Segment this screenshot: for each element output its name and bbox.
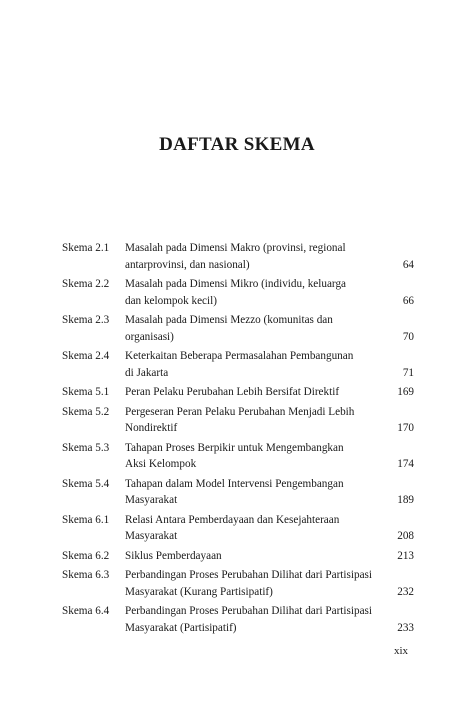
schema-title-line: Masyarakat (Partisipatif) [125,621,237,634]
schema-page-number: 232 [397,585,414,598]
schema-title [125,476,382,509]
schema-entry [62,567,414,600]
schema-title-line: Masalah pada Dimensi Mezzo (komunitas dan [125,314,333,326]
schema-title-line: Masyarakat (Kurang Partisipatif) [125,585,273,598]
schema-number: Skema 5.2 [62,405,110,418]
schema-title [125,440,382,473]
schema-title [125,384,382,401]
schema-entry [62,276,414,309]
schema-page-number: 174 [397,458,414,470]
schema-number: Skema 6.3 [62,569,110,581]
schema-title-line: Nondirektif [125,422,178,434]
schema-title-line: Pergeseran Peran Pelaku Perubahan Menjadi Lebih [125,405,355,418]
schema-title-line: Peran Pelaku Perubahan Lebih Bersifat Direktif [125,386,340,398]
schema-page-number: 233 [397,621,414,634]
schema-title-line: Tahapan dalam Model Intervensi Pengembangan [125,477,344,490]
schema-number: Skema 2.3 [62,314,110,326]
schema-entry [62,384,414,401]
schema-page-number: 71 [402,366,414,379]
schema-number: Skema 2.1 [62,242,110,254]
schema-entry [62,404,414,437]
schema-number: Skema 6.2 [62,549,110,562]
schema-number: Skema 2.2 [62,278,110,290]
schema-page-number: 208 [397,530,414,542]
schema-title [125,348,382,381]
schema-title [125,240,382,273]
schema-number: Skema 5.1 [62,386,110,398]
schema-number: Skema 6.1 [62,513,110,526]
schema-title-line: di Jakarta [125,366,169,379]
schema-title-line: Perbandingan Proses Perubahan Dilihat dari Partisipasi [125,569,373,581]
schema-title [125,512,382,545]
schema-page-number: 70 [402,330,414,343]
schema-title [125,276,382,309]
schema-list [62,240,414,639]
schema-page-number: 189 [397,494,414,506]
page-number: xix [393,645,408,657]
schema-entry [62,312,414,345]
schema-page-number: 66 [402,294,414,307]
schema-entry [62,603,414,636]
schema-entry [62,440,414,473]
schema-title-line: Masalah pada Dimensi Mikro (individu, keluarga [125,278,347,290]
schema-title-line: Perbandingan Proses Perubahan Dilihat dari Partisipasi [125,605,373,617]
schema-entry [62,548,414,565]
schema-title-line: organisasi) [125,330,174,343]
schema-title-line: Masalah pada Dimensi Makro (provinsi, regional [125,242,346,254]
schema-title-line: Siklus Pemberdayaan [125,549,222,562]
schema-number: Skema 6.4 [62,605,110,617]
schema-entry [62,476,414,509]
schema-title [125,312,382,345]
schema-title [125,603,382,636]
schema-title-line: Masyarakat [125,494,178,506]
schema-page-number: 64 [402,258,414,271]
schema-page-number: 213 [397,549,414,562]
schema-title [125,548,382,565]
schema-title-line: Masyarakat [125,530,178,542]
schema-page-number: 169 [397,386,414,398]
schema-title [125,567,382,600]
schema-title-line: dan kelompok kecil) [125,294,217,307]
schema-title [125,404,382,437]
schema-title-line: Aksi Kelompok [125,458,197,470]
page-title: DAFTAR SKEMA [159,134,315,155]
schema-entry [62,240,414,273]
schema-title-line: antarprovinsi, dan nasional) [125,258,250,271]
schema-entry [62,348,414,381]
schema-title-line: Keterkaitan Beberapa Permasalahan Pembangunan [125,350,354,362]
schema-number: Skema 5.4 [62,477,110,490]
schema-title-line: Tahapan Proses Berpikir untuk Mengembangkan [125,441,344,454]
schema-entry [62,512,414,545]
schema-page-number: 170 [397,422,414,434]
schema-number: Skema 2.4 [62,350,110,362]
schema-title-line: Relasi Antara Pemberdayaan dan Kesejahteraan [125,513,340,526]
schema-number: Skema 5.3 [62,441,110,454]
